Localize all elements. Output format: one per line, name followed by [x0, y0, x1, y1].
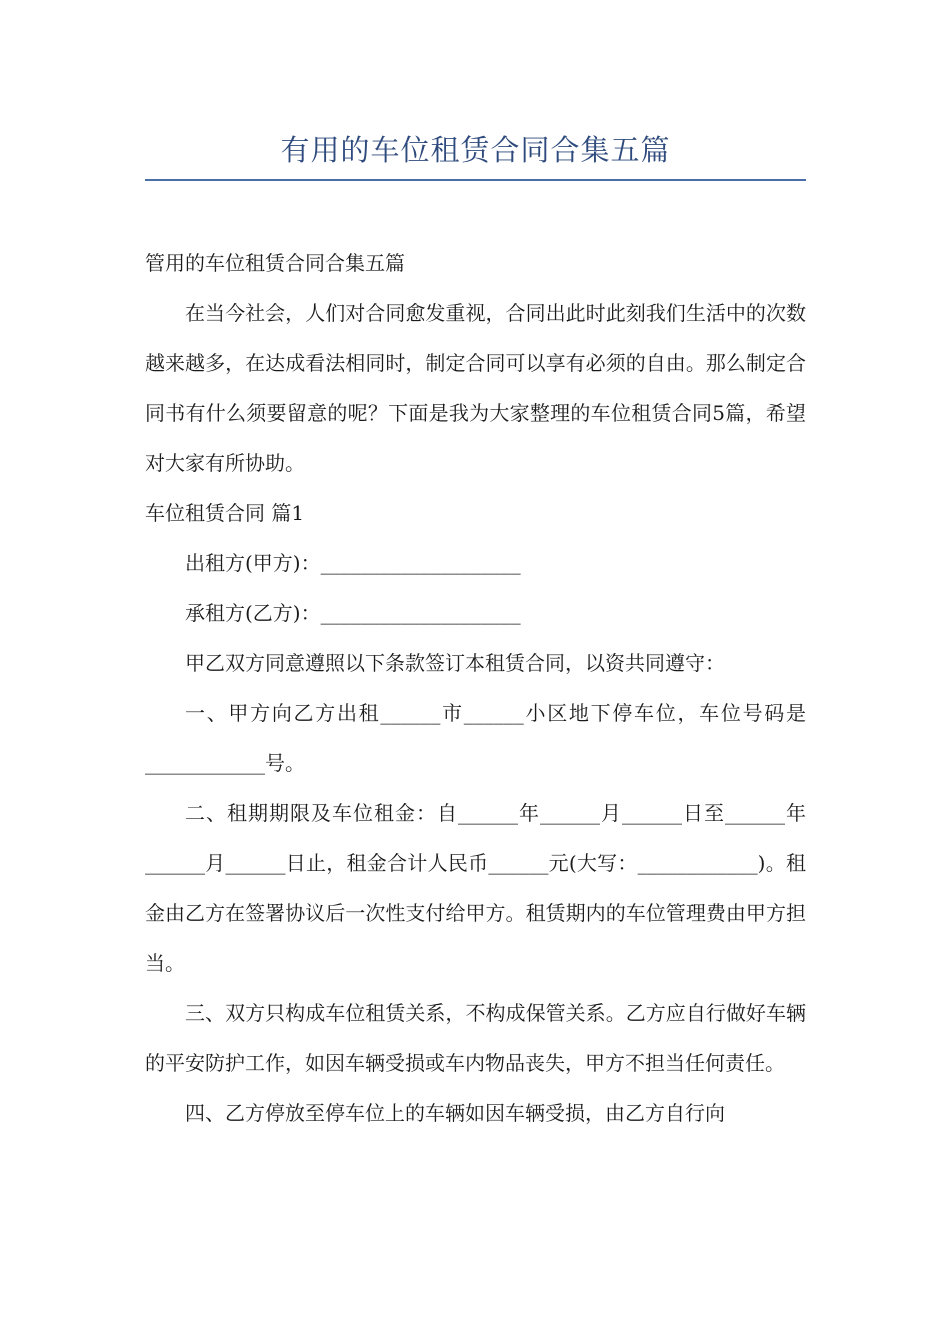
document-title: 有用的车位租赁合同合集五篇 [280, 133, 671, 167]
section-heading: 车位租赁合同 篇1 [145, 501, 305, 525]
clause-1: 一、甲方向乙方出租______市______小区地下停车位，车位号码是____________号。 [145, 701, 806, 775]
agreement-line: 甲乙双方同意遵照以下条款签订本租赁合同，以资共同遵守： [185, 651, 725, 675]
lessor-line: 出租方(甲方)：____________________ [185, 551, 521, 575]
clause-4: 四、乙方停放至停车位上的车辆如因车辆受损，由乙方自行向 [185, 1101, 725, 1125]
subtitle: 管用的车位租赁合同合集五篇 [145, 251, 405, 275]
intro-paragraph: 在当今社会，人们对合同愈发重视，合同出此时此刻我们生活中的次数越来越多，在达成看法相同时，制定合同可以享有必须的自由。那么制定合同书有什么须要留意的呢？下面是我为大家整理的车位租赁合同5篇，希望对大家有所协助。 [145, 301, 806, 475]
clause-3: 三、双方只构成车位租赁关系，不构成保管关系。乙方应自行做好车辆的平安防护工作，如因车辆受损或车内物品丧失，甲方不担当任何责任。 [145, 1001, 806, 1075]
title-underline [145, 179, 806, 181]
document-body [145, 238, 806, 1138]
lessee-line: 承租方(乙方)：____________________ [185, 601, 521, 625]
clause-2: 二、租期期限及车位租金：自______年______月______日至______年______月______日止，租金合计人民币______元(大写：____________)。租金由乙方在签署协议后一次性支付给甲方。租赁期内的车位管理费由甲方担当。 [145, 801, 806, 975]
